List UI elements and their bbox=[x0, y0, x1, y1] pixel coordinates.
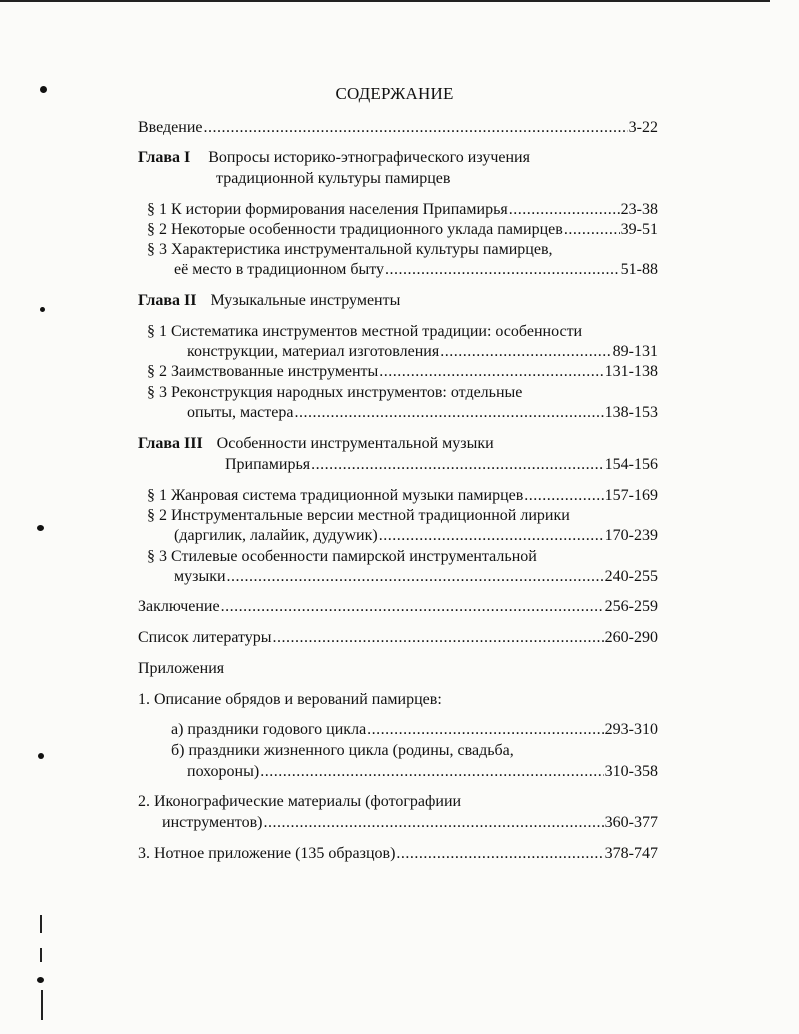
page-title: СОДЕРЖАНИЕ bbox=[335, 84, 454, 103]
chapter-label: Глава III bbox=[138, 435, 203, 452]
toc-pages: 170-239 bbox=[604, 527, 658, 544]
toc-entry-ch2-s1: § 1 Систематика инструментов местной традиции: особенности bbox=[147, 323, 583, 340]
toc-label: § 1 К истории формирования населения Припамирья bbox=[147, 201, 508, 218]
scan-scratch bbox=[40, 915, 42, 933]
toc-pages: 310-358 bbox=[604, 763, 658, 780]
toc-label: (даргилик, лалайик, дудуwик) bbox=[174, 527, 378, 544]
toc-entry-ch3-s2-cont bbox=[174, 525, 658, 546]
chapter-3-heading bbox=[138, 433, 494, 454]
toc-pages: 3-22 bbox=[628, 119, 658, 136]
toc-label: § 2 Заимствованные инструменты bbox=[147, 363, 379, 380]
toc-label: инструментов) bbox=[162, 814, 263, 831]
toc-entry-ch3-s2: § 2 Инструментальные версии местной традиционной лирики bbox=[147, 507, 570, 524]
chapter-2-heading bbox=[138, 290, 400, 311]
toc-label: § 1 Жанровая система традиционной музыки памирцев bbox=[147, 487, 524, 504]
appendix-item-1: 1. Описание обрядов и верований памирцев: bbox=[138, 691, 442, 708]
toc-entry-bibliography bbox=[138, 627, 658, 648]
toc-entry-ch2-s2 bbox=[147, 361, 658, 382]
appendix-item-2: 2. Иконографические материалы (фотографиии bbox=[138, 793, 462, 810]
toc-pages: 240-255 bbox=[604, 568, 658, 585]
toc-pages: 131-138 bbox=[604, 363, 658, 380]
toc-leader-dots bbox=[440, 341, 611, 362]
toc-leader-dots bbox=[524, 485, 603, 506]
chapter-1-heading bbox=[138, 147, 530, 168]
toc-entry-ch2-s1-cont bbox=[187, 341, 658, 362]
chapter-1-title-cont: традиционной культуры памирцев bbox=[216, 170, 451, 187]
toc-leader-dots bbox=[227, 566, 604, 587]
appendix-item-1a bbox=[171, 719, 658, 740]
toc-pages: 360-377 bbox=[604, 814, 658, 831]
toc-entry-conclusion bbox=[138, 596, 658, 617]
toc-label: опыты, мастера bbox=[187, 404, 294, 421]
toc-label: её место в традиционном быту bbox=[174, 261, 384, 278]
toc-label: § 2 Некоторые особенности традиционного уклада памирцев bbox=[147, 221, 563, 238]
toc-leader-dots bbox=[221, 596, 604, 617]
chapter-title: Особенности инструментальной музыки bbox=[216, 435, 494, 452]
toc-entry-ch1-s3-cont bbox=[174, 259, 658, 280]
toc-leader-dots bbox=[385, 259, 620, 280]
toc-label: 3. Нотное приложение (135 образцов) bbox=[138, 845, 396, 862]
toc-pages: 89-131 bbox=[612, 343, 658, 360]
scan-speck bbox=[40, 307, 45, 312]
toc-entry-intro bbox=[138, 117, 658, 138]
toc-pages: 157-169 bbox=[604, 487, 658, 504]
appendices-heading: Приложения bbox=[138, 660, 225, 677]
toc-leader-dots bbox=[273, 627, 604, 648]
toc-label: музыки bbox=[174, 568, 226, 585]
chapter-label: Глава II bbox=[138, 292, 197, 309]
scan-speck bbox=[37, 977, 44, 983]
toc-label: Припамирья bbox=[225, 456, 311, 473]
toc-entry-ch2-s3-cont bbox=[187, 402, 658, 423]
chapter-title: Вопросы историко-этнографического изучения bbox=[208, 149, 530, 166]
chapter-label: Глава I bbox=[138, 149, 191, 166]
chapter-3-title-cont bbox=[225, 454, 658, 475]
toc-entry-ch1-s1 bbox=[147, 199, 658, 220]
toc-entry-ch3-s1 bbox=[147, 485, 658, 506]
toc-leader-dots bbox=[564, 219, 620, 240]
scan-speck bbox=[37, 525, 44, 531]
toc-label: а) праздники годового цикла bbox=[171, 721, 367, 738]
toc-pages: 138-153 bbox=[604, 404, 658, 421]
toc-pages: 154-156 bbox=[604, 456, 658, 473]
toc-leader-dots bbox=[263, 812, 603, 833]
toc-leader-dots bbox=[396, 843, 603, 864]
scan-scratch bbox=[41, 990, 43, 1020]
toc-leader-dots bbox=[509, 199, 620, 220]
toc-pages: 378-747 bbox=[604, 845, 658, 862]
toc-leader-dots bbox=[367, 719, 604, 740]
toc-entry-ch1-s2 bbox=[147, 219, 658, 240]
toc-entry-ch3-s3-cont bbox=[174, 566, 658, 587]
toc-leader-dots bbox=[311, 454, 604, 475]
toc-leader-dots bbox=[294, 402, 603, 423]
chapter-title: Музыкальные инструменты bbox=[210, 292, 401, 309]
toc-leader-dots bbox=[204, 117, 628, 138]
toc-pages: 39-51 bbox=[620, 221, 658, 238]
toc-label: Список литературы bbox=[138, 629, 272, 646]
toc-leader-dots bbox=[260, 761, 603, 782]
appendix-item-1b: б) праздники жизненного цикла (родины, свадьба, bbox=[171, 742, 514, 759]
scan-scratch bbox=[40, 948, 42, 962]
toc-leader-dots bbox=[379, 525, 604, 546]
toc-label: похороны) bbox=[187, 763, 260, 780]
toc-entry-ch1-s3: § 3 Характеристика инструментальной культуры памирцев, bbox=[147, 241, 553, 258]
scan-top-edge bbox=[0, 0, 770, 2]
toc-leader-dots bbox=[379, 361, 603, 382]
appendix-item-2-cont bbox=[162, 812, 658, 833]
toc-label: Введение bbox=[138, 119, 203, 136]
appendix-item-1b-cont bbox=[187, 761, 658, 782]
toc-label: Заключение bbox=[138, 598, 220, 615]
toc-pages: 256-259 bbox=[604, 598, 658, 615]
toc-pages: 293-310 bbox=[604, 721, 658, 738]
toc-label: конструкции, материал изготовления bbox=[187, 343, 440, 360]
toc-pages: 51-88 bbox=[620, 261, 658, 278]
toc-pages: 260-290 bbox=[604, 629, 658, 646]
toc-entry-ch3-s3: § 3 Стилевые особенности памирской инструментальной bbox=[147, 548, 537, 565]
toc-pages: 23-38 bbox=[620, 201, 658, 218]
appendix-item-3 bbox=[138, 843, 658, 864]
scan-speck bbox=[38, 753, 44, 759]
toc-entry-ch2-s3: § 3 Реконструкция народных инструментов: отдельные bbox=[147, 384, 523, 401]
